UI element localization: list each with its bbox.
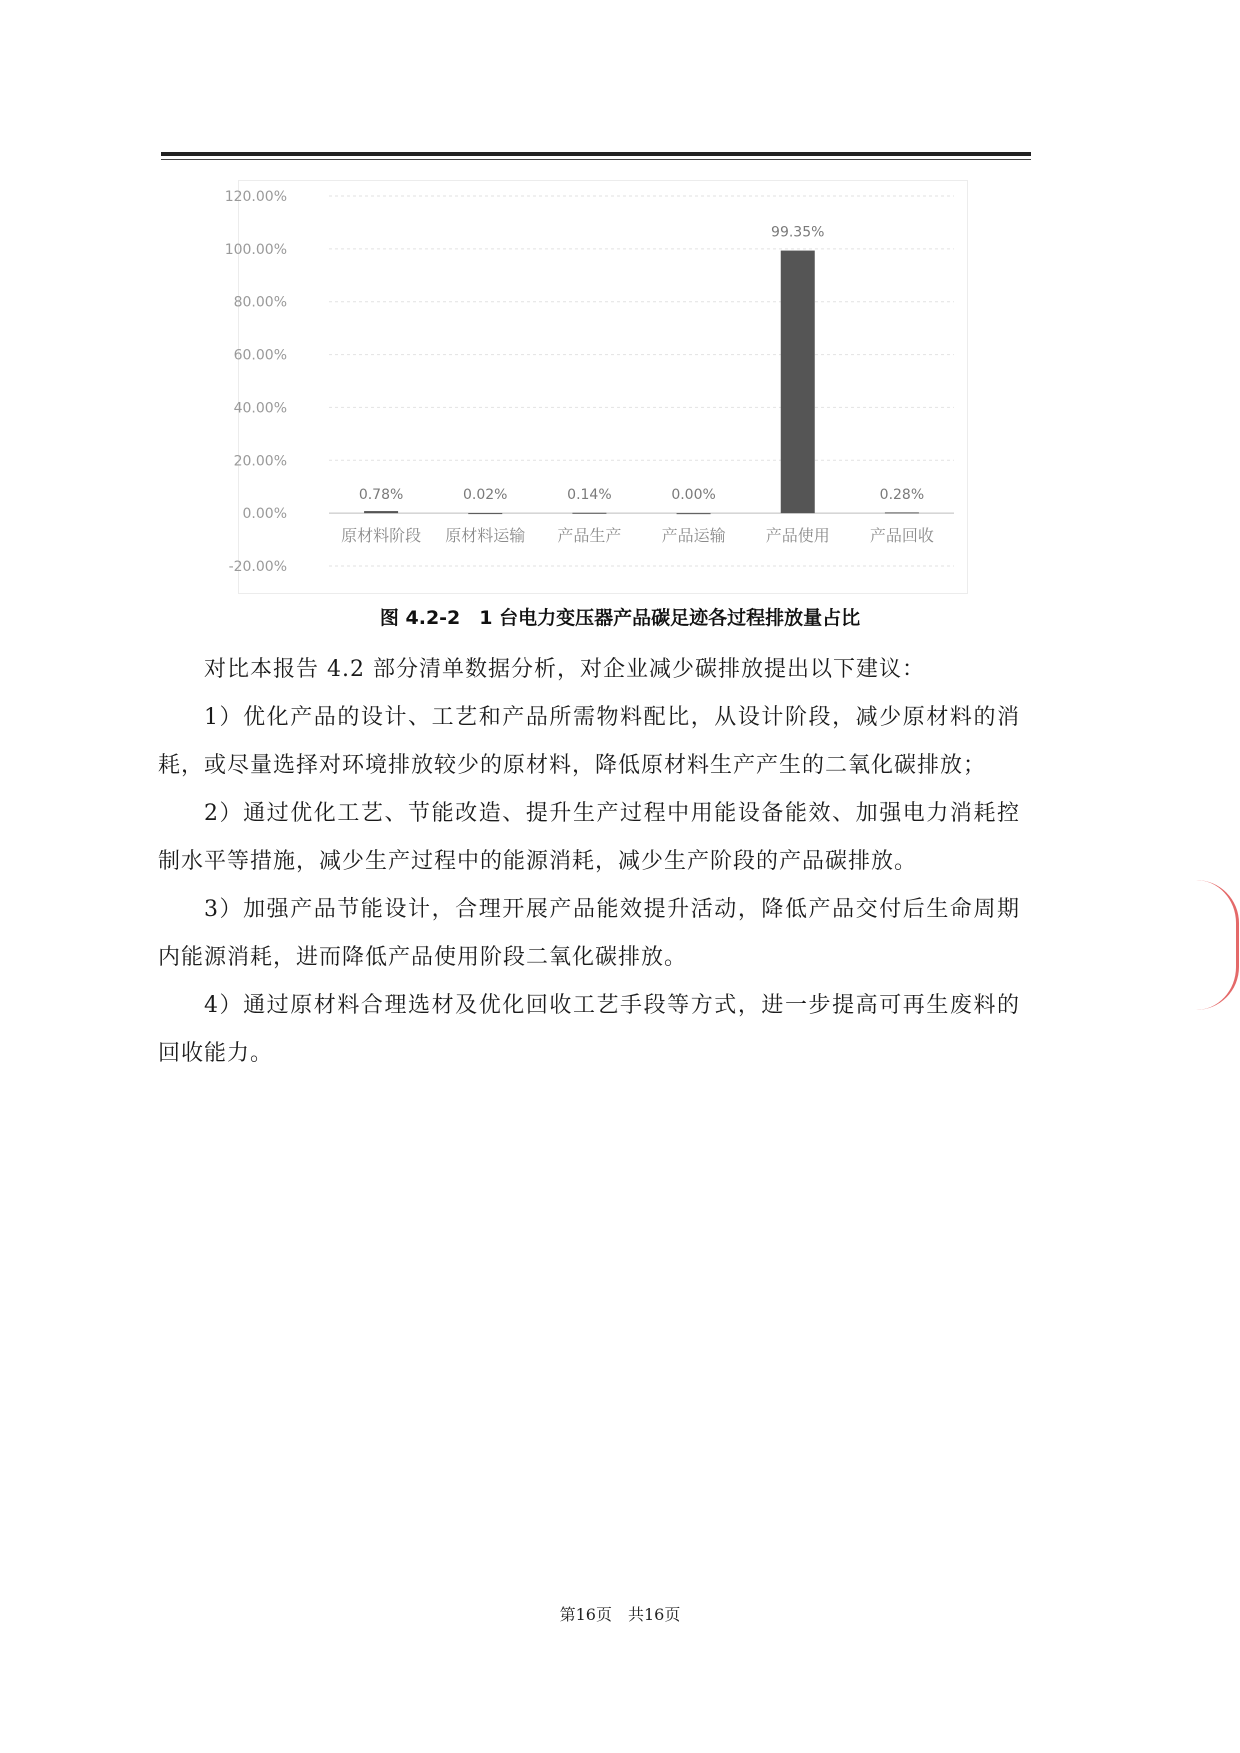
data-label: 0.78% xyxy=(358,487,404,504)
category-label: 原材料阶段 xyxy=(341,526,422,546)
y-tick-label: 80.00% xyxy=(233,294,287,311)
paragraph-suggestion-1: 1）优化产品的设计、工艺和产品所需物料配比，从设计阶段，减少原材料的消耗，或尽量选择对环境排放较少的原材料，降低原材料生产产生的二氧化碳排放； xyxy=(158,705,1020,778)
category-label: 产品回收 xyxy=(869,526,934,546)
bar xyxy=(364,511,398,513)
y-tick-label: 40.00% xyxy=(233,400,287,417)
y-tick-label: -20.00% xyxy=(228,559,287,575)
body-text xyxy=(158,646,1020,1078)
paragraph-suggestion-3: 3）加强产品节能设计，合理开展产品能效提升活动，降低产品交付后生命周期内能源消耗，进而降低产品使用阶段二氧化碳排放。 xyxy=(158,897,1020,970)
stamp-mark xyxy=(1196,880,1239,1010)
category-label: 产品运输 xyxy=(661,526,726,546)
data-label: 0.00% xyxy=(671,487,716,504)
bar-chart xyxy=(224,181,967,593)
category-label: 产品生产 xyxy=(557,526,622,546)
y-tick-label: 100.00% xyxy=(224,241,287,258)
category-label: 原材料运输 xyxy=(445,526,526,546)
page-number: 第16页 共16页 xyxy=(559,1605,681,1624)
y-tick-label: 60.00% xyxy=(233,347,287,364)
data-label: 99.35% xyxy=(771,224,825,241)
paragraph-intro: 对比本报告 4.2 部分清单数据分析，对企业减少碳排放提出以下建议： xyxy=(204,657,925,682)
y-tick-label: 20.00% xyxy=(233,453,287,470)
y-tick-label: 120.00% xyxy=(224,189,287,205)
category-label: 产品使用 xyxy=(765,526,830,546)
bar xyxy=(572,513,606,514)
bar xyxy=(468,513,502,514)
bar xyxy=(781,251,815,514)
figure-caption: 图 4.2-2 1 台电力变压器产品碳足迹各过程排放量占比 xyxy=(379,607,861,629)
data-label: 0.14% xyxy=(567,487,612,504)
header-rule xyxy=(161,152,1031,156)
bar xyxy=(677,513,711,514)
data-label: 0.28% xyxy=(879,487,925,504)
chart-container xyxy=(224,180,968,594)
data-label: 0.02% xyxy=(463,487,508,504)
bar xyxy=(885,512,919,513)
paragraph-suggestion-2: 2）通过优化工艺、节能改造、提升生产过程中用能设备能效、加强电力消耗控制水平等措施，减少生产过程中的能源消耗，减少生产阶段的产品碳排放。 xyxy=(158,801,1020,874)
paragraph-suggestion-4: 4）通过原材料合理选材及优化回收工艺手段等方式，进一步提高可再生废料的回收能力。 xyxy=(158,993,1020,1066)
header-rule-thin xyxy=(161,159,1031,160)
y-tick-label: 0.00% xyxy=(242,506,287,523)
